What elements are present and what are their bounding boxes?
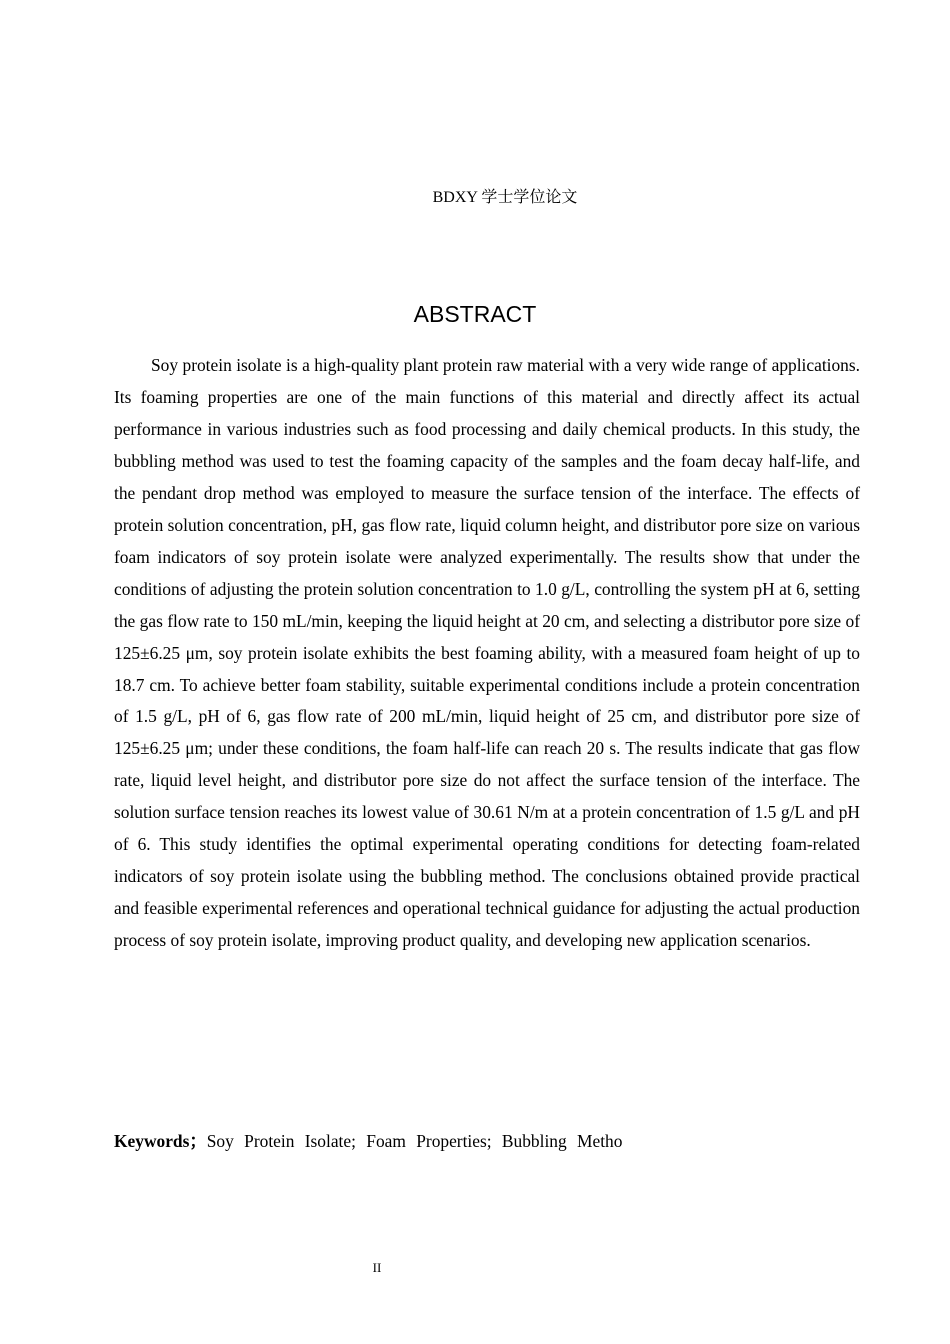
- keywords-line: [114, 1127, 860, 1155]
- running-header: BDXY 学士学位论文: [432, 189, 578, 206]
- abstract-title: ABSTRACT: [413, 301, 537, 328]
- page-number: II: [372, 1260, 382, 1275]
- keywords-label: Keywords；: [114, 1131, 207, 1151]
- keywords-text: Soy Protein Isolate; Foam Properties; Bubbling Metho: [206, 1131, 623, 1151]
- abstract-body: Soy protein isolate is a high-quality plant protein raw material with a very wide range of applications. Its foaming properties are one of the main functions of this material and directly affect its actual performance in various industries such as food processing and daily chemical products. In this study, the bubbling method was used to test the foaming capacity of the samples and the foam decay half-life, and the pendant drop method was employed to measure the surface tension of the interface. The effects of protein solution concentration, pH, gas flow rate, liquid column height, and distributor pore size on various foam indicators of soy protein isolate were analyzed experimentally. The results show that under the conditions of adjusting the protein solution concentration to 1.0 g/L, controlling the system pH at 6, setting the gas flow rate to 150 mL/min, keeping the liquid height at 20 cm, and selecting a distributor pore size of 125±6.25 μm, soy protein isolate exhibits the best foaming ability, with a measured foam height of up to 18.7 cm. To achieve better foam stability, suitable experimental conditions include a protein concentration of 1.5 g/L, pH of 6, gas flow rate of 200 mL/min, liquid height of 25 cm, and distributor pore size of 125±6.25 μm; under these conditions, the foam half-life can reach 20 s. The results indicate that gas flow rate, liquid level height, and distributor pore size do not affect the surface tension of the interface. The solution surface tension reaches its lowest value of 30.61 N/m at a protein concentration of 1.5 g/L and pH of 6. This study identifies the optimal experimental operating conditions for detecting foam-related indicators of soy protein isolate using the bubbling method. The conclusions obtained provide practical and feasible experimental references and operational technical guidance for adjusting the actual production process of soy protein isolate, improving product quality, and developing new application scenarios.: [114, 355, 860, 951]
